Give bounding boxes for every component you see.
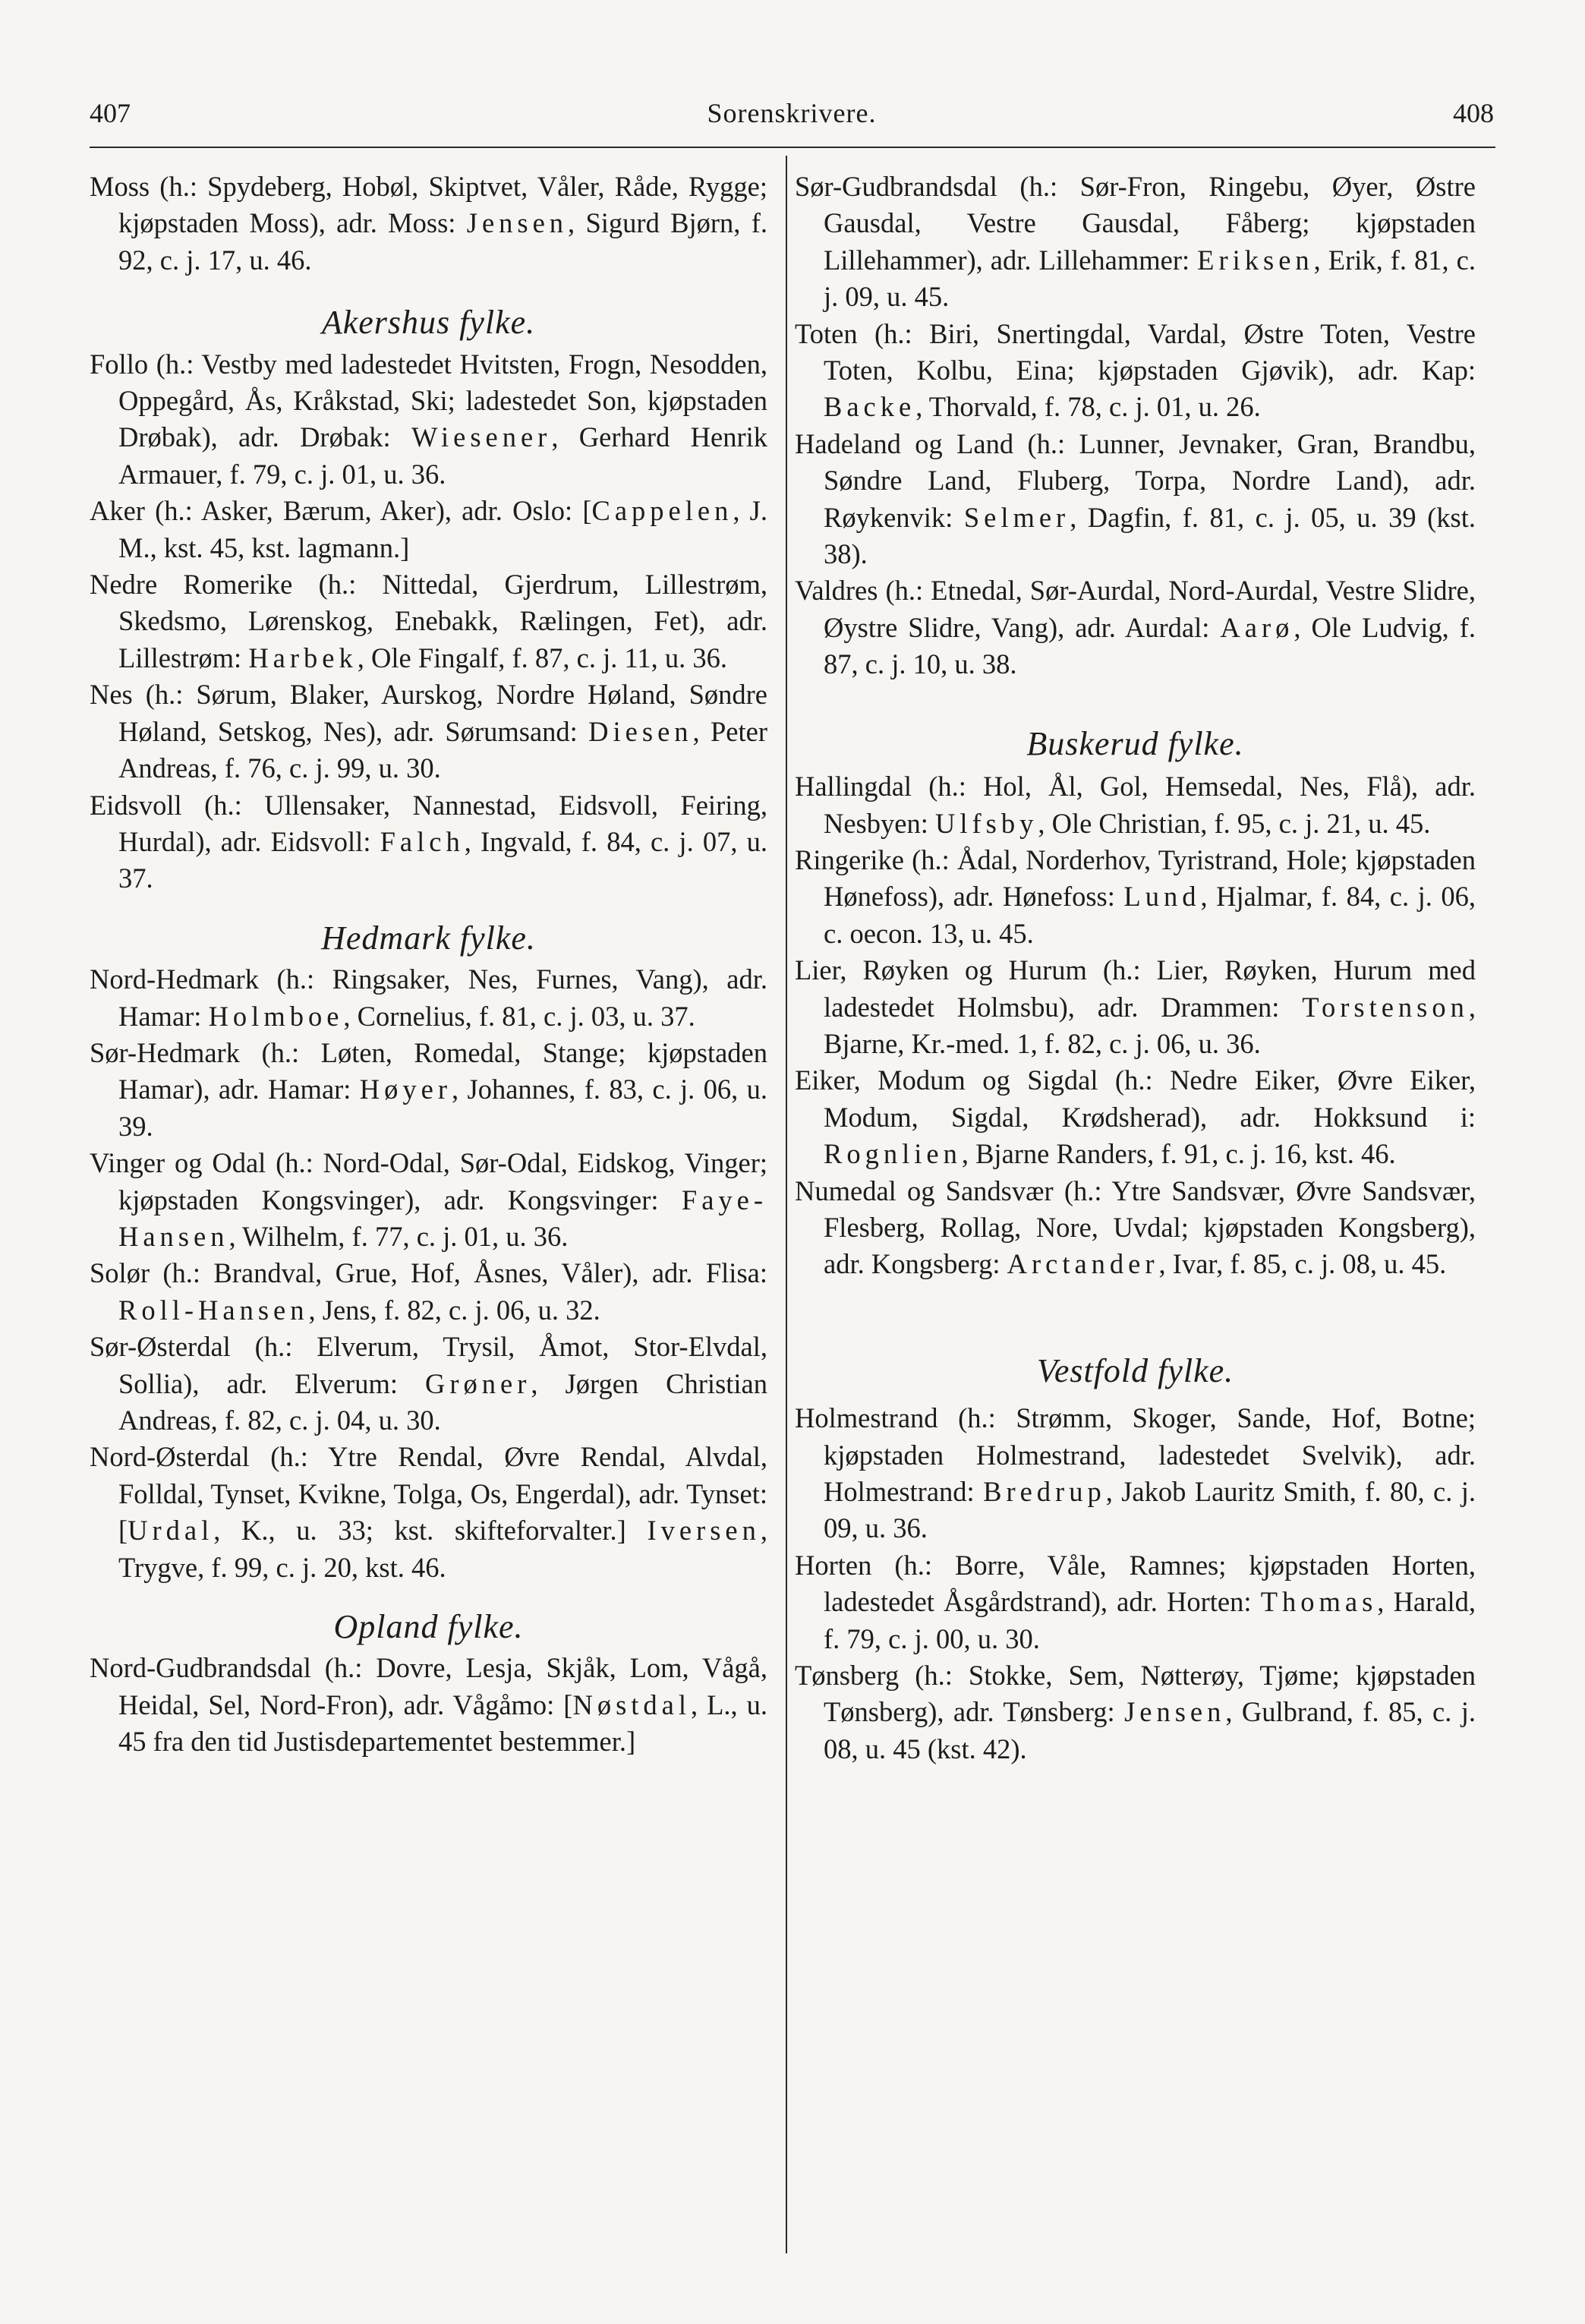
officer-name: Holmboe: [208, 1000, 344, 1032]
left-entry: [90, 1035, 767, 1145]
left-page-number: 407: [90, 98, 131, 128]
entry-text: Numedal og Sandsvær (h.: Ytre Sandsvær, Øvre Sandsvær, Flesberg, Rollag, Nore, Uvdal; kjøpstaden Kongsberg), adr. Kongsberg:: [795, 1175, 1476, 1280]
entry-text: , Ole Christian, f. 95, c. j. 21, u. 45.: [1038, 807, 1431, 839]
left-entry: [90, 493, 767, 566]
officer-name: Falch: [380, 825, 465, 857]
entry-text: , Ingvald, f. 84, c. j. 07, u. 37.: [118, 825, 767, 894]
right-entry: [795, 1062, 1476, 1172]
entry-text: , J. M., kst. 45, kst. lagmann.]: [118, 495, 767, 563]
officer-name: Faye-Hansen: [118, 1184, 767, 1252]
entry-text: , Thorvald, f. 78, c. j. 01, u. 26.: [915, 391, 1261, 423]
entry-text: , Ole Ludvig, f. 87, c. j. 10, u. 38.: [824, 611, 1476, 680]
entry-text: Sør-Østerdal (h.: Elverum, Trysil, Åmot, Stor-Elvdal, Sollia), adr. Elverum:: [90, 1331, 767, 1399]
entry-text: , Jakob Lauritz Smith, f. 80, c. j. 09, u. 36.: [824, 1476, 1476, 1544]
entry-text: , Jens, f. 82, c. j. 06, u. 32.: [308, 1294, 600, 1326]
entry-text: , Wilhelm, f. 77, c. j. 01, u. 36.: [228, 1220, 569, 1252]
right-entry: [795, 572, 1476, 683]
officer-name: Selmer: [963, 501, 1070, 533]
entry-text: Hadeland og Land (h.: Lunner, Jevnaker, Gran, Brandbu, Søndre Land, Fluberg, Torpa, Nordre Land), adr. Røykenvik:: [795, 427, 1476, 533]
right-entry: [795, 426, 1476, 573]
officer-name: Jensen: [1124, 1696, 1226, 1728]
entry-text: , Trygve, f. 99, c. j. 20, kst. 46.: [118, 1515, 767, 1583]
entry-text: Ringerike (h.: Ådal, Norderhov, Tyristrand, Hole; kjøpstaden Hønefoss), adr. Hønefoss:: [795, 844, 1476, 913]
entry-text: , Bjarne, Kr.-med. 1, f. 82, c. j. 06, u. 36.: [824, 991, 1476, 1059]
officer-name: Nøstdal: [572, 1689, 692, 1720]
entry-text: , Ole Fingalf, f. 87, c. j. 11, u. 36.: [357, 642, 728, 673]
entry-text: , Gulbrand, f. 85, c. j. 08, u. 45 (kst. 42).: [824, 1696, 1476, 1764]
left-entry: [90, 566, 767, 676]
officer-name: Rognlien: [824, 1138, 962, 1170]
entry-text: , Jørgen Christian Andreas, f. 82, c. j. 04, u. 30.: [118, 1367, 767, 1436]
entry-text: , Bjarne Randers, f. 91, c. j. 16, kst. 46.: [961, 1138, 1396, 1170]
entry-text: , L., u. 45 fra den tid Justisdepartementet bestemmer.]: [118, 1689, 768, 1758]
left-column: [90, 169, 767, 1761]
left-entry: [90, 346, 767, 493]
officer-name: Diesen: [588, 715, 693, 747]
officer-name: Thomas: [1260, 1586, 1378, 1618]
right-entry: [795, 952, 1476, 1062]
right-entry: [795, 1547, 1476, 1657]
entry-text: Solør (h.: Brandval, Grue, Hof, Åsnes, Våler), adr. Flisa:: [90, 1257, 767, 1289]
right-entry: [795, 1173, 1476, 1283]
officer-name: Grøner: [425, 1367, 531, 1399]
officer-name: Ulfsby: [934, 807, 1038, 839]
left-entry: [90, 676, 767, 787]
officer-name: Roll-Hansen: [118, 1294, 309, 1326]
left-entry: [90, 961, 767, 1035]
entry-text: Follo (h.: Vestby med ladestedet Hvitsten, Frogn, Nesodden, Oppegård, Ås, Kråkstad, Ski; ladestedet Son, kjøpstaden Drøbak), adr. Drøbak:: [90, 348, 767, 453]
entry-text: Nord-Gudbrandsdal (h.: Dovre, Lesja, Skjåk, Lom, Vågå, Heidal, Sel, Nord-Fron), adr. Vågåmo: [: [90, 1652, 767, 1720]
officer-name: Wiesener: [411, 421, 552, 453]
entry-text: , Cornelius, f. 81, c. j. 03, u. 37.: [343, 1000, 695, 1032]
column-divider: [786, 156, 787, 2253]
left-entry: [90, 1255, 767, 1329]
left-entry: [90, 787, 767, 897]
left-entry: [90, 1650, 767, 1760]
entry-text: , Johannes, f. 83, c. j. 06, u. 39.: [118, 1074, 767, 1142]
entry-text: , Gerhard Henrik Armauer, f. 79, c. j. 01, u. 36.: [118, 421, 767, 490]
running-title: Sorenskrivere.: [707, 98, 877, 128]
entry-text: , Hjalmar, f. 84, c. j. 06, c. oecon. 13, u. 45.: [824, 881, 1476, 949]
right-column: [795, 169, 1476, 1767]
entry-text: Valdres (h.: Etnedal, Sør-Aurdal, Nord-Aurdal, Vestre Slidre, Øystre Slidre, Vang), adr. Aurdal:: [795, 575, 1476, 643]
left-section-heading: Opland fylke.: [333, 1608, 524, 1646]
right-entry: [795, 768, 1476, 842]
entry-text: , Dagfin, f. 81, c. j. 05, u. 39 (kst. 38).: [824, 501, 1476, 570]
right-section-heading: Buskerud fylke.: [1026, 724, 1244, 762]
entry-text: , K., u. 33; kst. skifteforvalter.]: [213, 1515, 648, 1547]
entry-text: Moss (h.: Spydeberg, Hobøl, Skiptvet, Våler, Råde, Rygge; kjøpstaden Moss), adr. Moss:: [90, 171, 767, 239]
entry-text: Holmestrand (h.: Strømm, Skoger, Sande, Hof, Botne; kjøpstaden Holmestrand, ladestedet Svelvik), adr. Holmestrand:: [795, 1402, 1476, 1507]
officer-name: Bredrup: [983, 1476, 1106, 1507]
officer-name: Harbek: [248, 642, 358, 673]
entry-text: Eidsvoll (h.: Ullensaker, Nannestad, Eidsvoll, Feiring, Hurdal), adr. Eidsvoll:: [90, 789, 767, 857]
left-section-heading: Hedmark fylke.: [321, 919, 536, 957]
entry-text: Nord-Hedmark (h.: Ringsaker, Nes, Furnes, Vang), adr. Hamar:: [90, 963, 767, 1032]
left-entry: [90, 169, 767, 279]
officer-name: Iversen: [647, 1515, 761, 1547]
entry-text: Nes (h.: Sørum, Blaker, Aurskog, Nordre Høland, Søndre Høland, Setskog, Nes), adr. Sørumsand:: [90, 679, 767, 747]
officer-name: Backe: [824, 391, 916, 423]
entry-text: Nord-Østerdal (h.: Ytre Rendal, Øvre Rendal, Alvdal, Folldal, Tynset, Kvikne, Tolga, Os, Engerdal), adr. Tynset: [: [90, 1441, 767, 1547]
officer-name: Arctander: [1007, 1248, 1159, 1280]
officer-name: Aarø: [1220, 611, 1294, 643]
entry-text: , Peter Andreas, f. 76, c. j. 99, u. 30.: [118, 715, 767, 784]
entry-text: Sør-Gudbrandsdal (h.: Sør-Fron, Ringebu, Øyer, Østre Gausdal, Vestre Gausdal, Fåberg; kjøpstaden Lillehammer), adr. Lillehammer:: [795, 171, 1476, 276]
entry-text: , Harald, f. 79, c. j. 00, u. 30.: [824, 1586, 1476, 1654]
entry-text: Nedre Romerike (h.: Nittedal, Gjerdrum, Lillestrøm, Skedsmo, Lørenskog, Enebakk, Rælingen, Fet), adr. Lillestrøm:: [90, 569, 767, 673]
entry-text: , Ivar, f. 85, c. j. 08, u. 45.: [1158, 1248, 1447, 1280]
entry-text: , Erik, f. 81, c. j. 09, u. 45.: [824, 244, 1476, 313]
entry-text: Tønsberg (h.: Stokke, Sem, Nøtterøy, Tjøme; kjøpstaden Tønsberg), adr. Tønsberg:: [795, 1660, 1476, 1728]
right-page-number: 408: [1453, 98, 1494, 128]
entry-text: , Sigurd Bjørn, f. 92, c. j. 17, u. 46.: [118, 207, 767, 276]
right-entry: [795, 842, 1476, 952]
entry-text: Aker (h.: Asker, Bærum, Aker), adr. Oslo: [: [90, 495, 592, 527]
right-entry: [795, 169, 1476, 316]
entry-text: Horten (h.: Borre, Våle, Ramnes; kjøpstaden Horten, ladestedet Åsgårdstrand), adr. Horten:: [795, 1549, 1476, 1618]
officer-name: Jensen: [466, 207, 569, 239]
left-entry: [90, 1439, 767, 1586]
entry-text: Sør-Hedmark (h.: Løten, Romedal, Stange; kjøpstaden Hamar), adr. Hamar:: [90, 1036, 767, 1105]
left-section-heading: Akershus fylke.: [321, 304, 536, 342]
officer-name: Cappelen: [591, 495, 733, 527]
entry-text: Lier, Røyken og Hurum (h.: Lier, Røyken, Hurum med ladestedet Holmsbu), adr. Drammen:: [795, 954, 1476, 1023]
entry-text: Toten (h.: Biri, Snertingdal, Vardal, Østre Toten, Vestre Toten, Kolbu, Eina; kjøpstaden Gjøvik), adr. Kap:: [795, 317, 1476, 386]
officer-name: Lund: [1123, 881, 1201, 913]
left-entry: [90, 1145, 767, 1255]
right-entry: [795, 1400, 1476, 1547]
entry-text: Hallingdal (h.: Hol, Ål, Gol, Hemsedal, Nes, Flå), adr. Nesbyen:: [795, 771, 1476, 839]
left-entry: [90, 1329, 767, 1439]
officer-name: Eriksen: [1197, 244, 1314, 276]
entry-text: Vinger og Odal (h.: Nord-Odal, Sør-Odal, Eidskog, Vinger; kjøpstaden Kongsvinger), adr. Kongsvinger:: [90, 1147, 767, 1216]
officer-name: Høyer: [359, 1074, 452, 1105]
page-header: [90, 97, 1494, 143]
right-entry: [795, 316, 1476, 426]
entry-text: Eiker, Modum og Sigdal (h.: Nedre Eiker, Øvre Eiker, Modum, Sigdal, Krødsherad), adr. Hokksund i:: [795, 1064, 1476, 1133]
header-rule: [90, 147, 1495, 148]
right-entry: [795, 1657, 1476, 1767]
officer-name: Urdal: [128, 1515, 214, 1547]
right-section-heading: Vestfold fylke.: [1036, 1351, 1234, 1389]
officer-name: Torstenson: [1302, 991, 1469, 1023]
